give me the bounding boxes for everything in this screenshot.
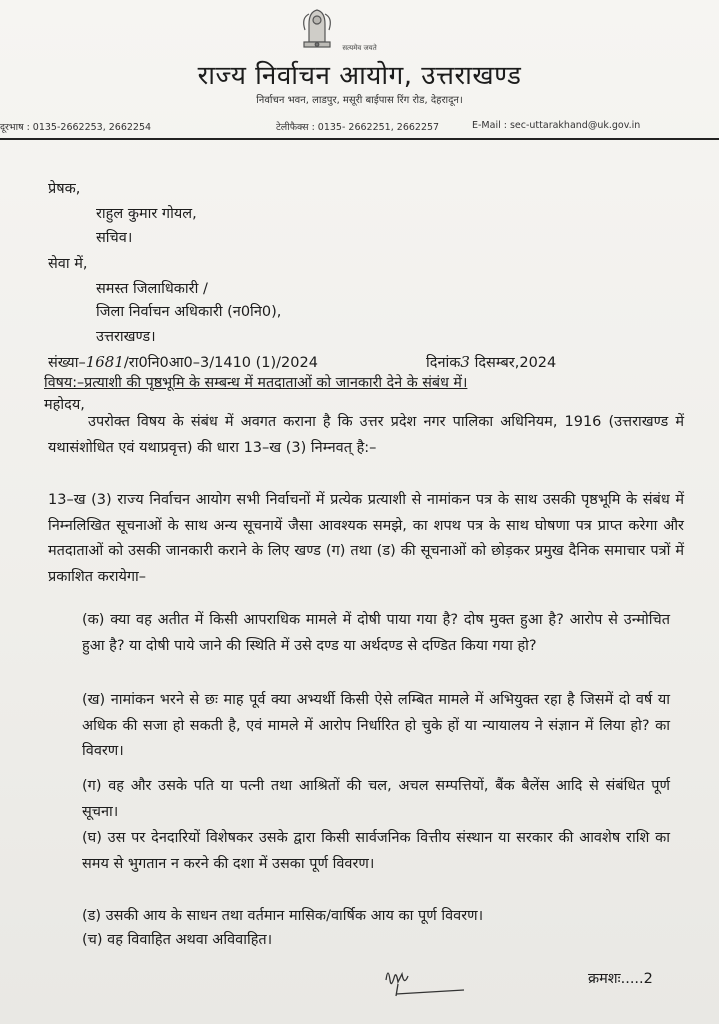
sender-designation: सचिव। [96,230,133,246]
recipient-line-1: समस्त जिलाधिकारी / [96,281,208,297]
clause-ka: (क) क्या वह अतीत में किसी आपराधिक मामले में दोषी पाया गया है? दोष मुक्त हुआ है? आरोप से उन्मोचित हुआ है? या दोषी पाये जाने की स्थिति में उसे दण्ड या अर्थदण्ड से दण्डित किया गया हो? [82,612,670,654]
emblem-motto: सत्यमेव जयते [342,44,377,52]
clause-kha: (ख) नामांकन भरने से छः माह पूर्व क्या अभ्यर्थी किसी ऐसे लम्बित मामले में अभियुक्त रहा है जिसमें दो वर्ष या अधिक की सजा हो सकती है, एवं मामले में आरोप निर्धारित हो चुके हों या न्यायालय ने संज्ञान में लिया हो? का विवरण। [82,692,670,759]
recipient-line-3: उत्तराखण्ड। [96,329,156,345]
clause-gha: (घ) उस पर देनदारियों विशेषकर उसके द्वारा किसी सार्वजनिक वित्तीय संस्थान या सरकार की आवशेष राशि का समय से भुगतान न करने की दशा में उसका पूर्ण विवरण। [82,830,670,872]
continued-marker: क्रमशः.....2 [588,971,653,987]
body-paragraph-1: उपरोक्त विषय के संबंध में अवगत कराना है कि उत्तर प्रदेश नगर पालिका अधिनियम, 1916 (उत्तराखण्ड में यथासंशोधित एवं यथाप्रवृत्त) की धारा 13–ख (3) निम्नवत् है:– [48,414,684,456]
handwritten-signature [378,960,468,1002]
clause-da: (ड) उसकी आय के साधन तथा वर्तमान मासिक/वार्षिक आय का पूर्ण विवरण। [82,908,484,924]
clause-cha: (च) वह विवाहित अथवा अविवाहित। [82,932,273,948]
date-label: दिनांक [426,355,461,371]
to-label: सेवा में, [48,256,88,272]
salutation: महोदय, [44,397,85,413]
header-divider [0,138,719,140]
email-address: E-Mail : sec-uttarakhand@uk.gov.in [472,120,641,131]
date-handwritten-day: 3 [460,353,470,371]
from-label: प्रेषक, [48,181,81,197]
ref-prefix: संख्या– [48,355,86,371]
clause-ga: (ग) वह और उसके पति या पत्नी तथा आश्रितों की चल, अचल सम्पत्तियों, बैंक बैलेंस आदि से संबंधित पूर्ण सूचना। [82,778,670,820]
commission-address: निर्वाचन भवन, लाडपुर, मसूरी बाईपास रिंग रोड, देहरादून। [256,95,463,106]
ref-rest: /रा0नि0आ0–3/1410 (1)/2024 [123,355,318,371]
ref-handwritten-number: 1681 [85,353,124,371]
body-paragraph-2: 13–ख (3) राज्य निर्वाचन आयोग सभी निर्वाचनों में प्रत्येक प्रत्याशी से नामांकन पत्र के साथ उसकी पृष्ठभूमि के संबंध में निम्नलिखित सूचनाओं के साथ अन्य सूचनायें जैसा आवश्यक समझे, का शपथ पत्र के साथ घोषणा पत्र प्राप्त करेगा और मतदाताओं को उसकी जानकारी कराने के लिए खण्ड (ग) तथा (ड) की सूचनाओं को छोड़कर प्रमुख दैनिक समाचार पत्रों में प्रकाशित करायेगा– [48,492,684,585]
letter-subject: विषय:–प्रत्याशी की पृष्ठभूमि के सम्बन्ध में मतदाताओं को जानकारी देने के संबंध में। [44,375,468,391]
reference-number [48,352,318,372]
recipient-line-2: जिला निर्वाचन अधिकारी (न0नि0), [96,304,282,320]
letter-date [426,352,556,372]
sender-name: राहुल कुमार गोयल, [96,206,197,222]
fax-number: टेलीफैक्स : 0135- 2662251, 2662257 [276,122,440,133]
commission-title: राज्य निर्वाचन आयोग, उत्तराखण्ड [197,61,522,91]
date-rest: दिसम्बर,2024 [474,355,557,371]
phone-number: दूरभाष : 0135-2662253, 2662254 [0,122,152,133]
